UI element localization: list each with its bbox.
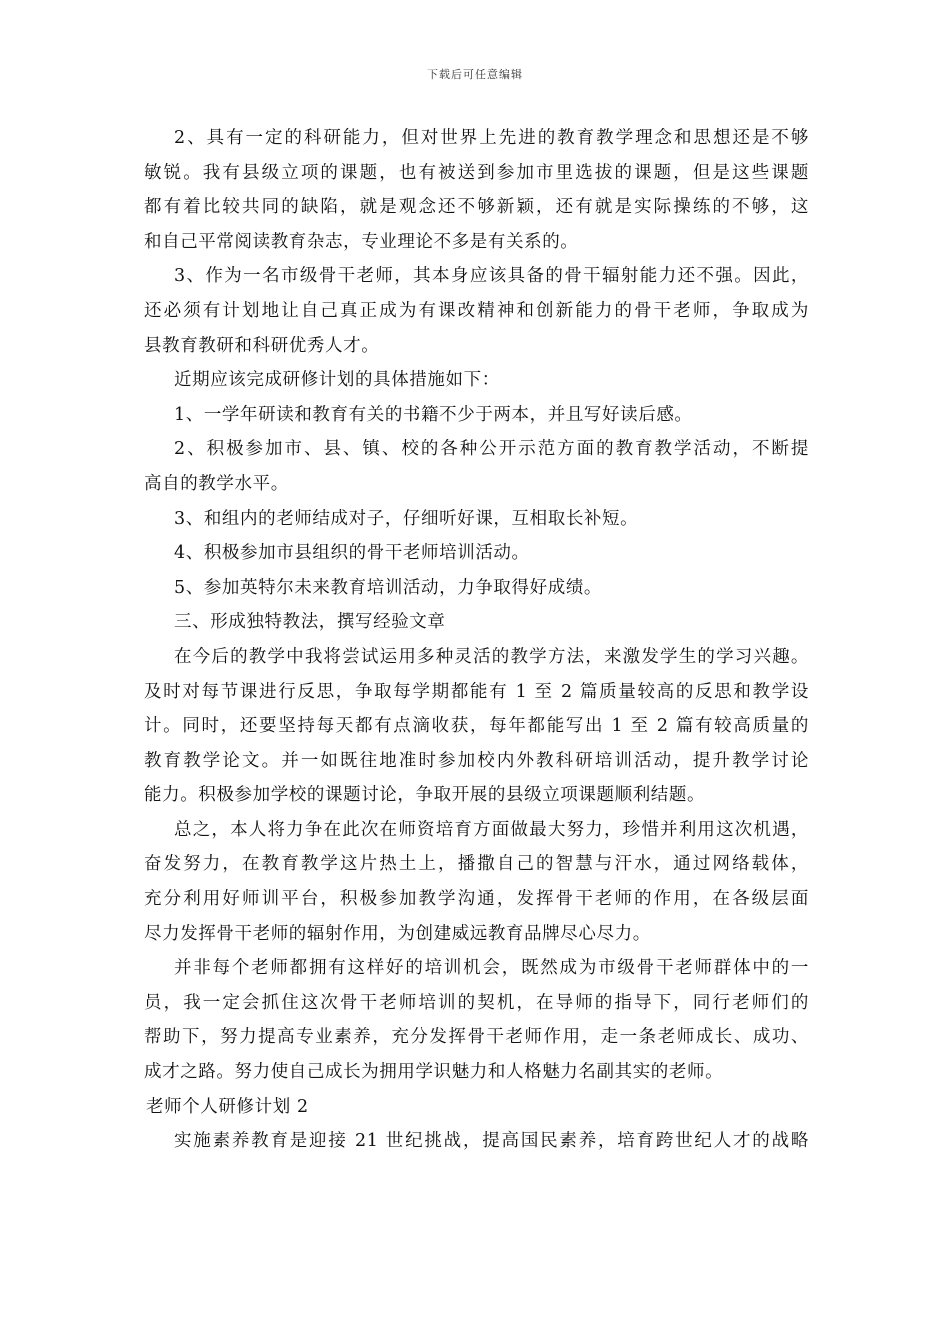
paragraph-line: 计。同时，还要坚持每天都有点滴收获，每年都能写出 1 至 2 篇有较高质量的	[144, 716, 809, 737]
list-item: 2、积极参加市、县、镇、校的各种公开示范方面的教育教学活动，不断提	[174, 439, 809, 460]
paragraph-line: 敏锐。我有县级立项的课题，也有被送到参加市里选拔的课题，但是这些课题	[144, 162, 809, 183]
section-heading: 三、形成独特教法，撰写经验文章	[174, 612, 446, 633]
paragraph-line: 奋发努力，在教育教学这片热土上，播撒自己的智慧与汗水，通过网络载体，	[144, 854, 809, 875]
paragraph-line: 2、具有一定的科研能力，但对世界上先进的教育教学理念和思想还是不够	[174, 128, 809, 148]
list-item: 1、一学年研读和教育有关的书籍不少于两本，并且写好读后感。	[174, 404, 693, 425]
paragraph-line: 充分利用好师训平台，积极参加教学沟通，发挥骨干老师的作用，在各级层面	[144, 889, 809, 910]
paragraph-line: 近期应该完成研修计划的具体措施如下：	[174, 370, 500, 391]
list-item: 5、参加英特尔未来教育培训活动，力争取得好成绩。	[174, 577, 603, 598]
paragraph-line: 还必须有计划地让自己真正成为有课改精神和创新能力的骨干老师，争取成为	[144, 300, 809, 321]
paragraph-line: 和自己平常阅读教育杂志，专业理论不多是有关系的。	[144, 231, 579, 252]
paragraph-line: 总之，本人将力争在此次在师资培育方面做最大努力，珍惜并利用这次机遇，	[174, 819, 809, 840]
list-item: 3、和组内的老师结成对子，仔细听好课，互相取长补短。	[174, 508, 639, 529]
list-item-continuation: 高自的教学水平。	[144, 473, 289, 494]
page-header-note: 下载后可任意编辑	[427, 68, 523, 81]
paragraph-line: 成才之路。努力使自己成长为拥用学识魅力和人格魅力名副其实的老师。	[144, 1062, 724, 1083]
paragraph-line: 并非每个老师都拥有这样好的培训机会，既然成为市级骨干老师群体中的一	[174, 958, 809, 979]
document-subtitle: 老师个人研修计划 2	[146, 1096, 309, 1117]
paragraph-line: 帮助下，努力提高专业素养，充分发挥骨干老师作用，走一条老师成长、成功、	[144, 1027, 809, 1048]
paragraph-line: 3、作为一名市级骨干老师，其本身应该具备的骨干辐射能力还不强。因此，	[174, 266, 809, 287]
paragraph-line: 能力。积极参加学校的课题讨论，争取开展的县级立项课题顺利结题。	[144, 785, 706, 806]
paragraph-line: 尽力发挥骨干老师的辐射作用，为创建威远教育品牌尽心尽力。	[144, 923, 651, 944]
paragraph-line: 教育教学论文。并一如既往地准时参加校内外教科研培训活动，提升教学讨论	[144, 750, 809, 771]
document-body	[144, 121, 809, 1159]
paragraph-line: 县教育教研和科研优秀人才。	[144, 335, 380, 356]
paragraph-line: 及时对每节课进行反思，争取每学期都能有 1 至 2 篇质量较高的反思和教学设	[144, 681, 809, 702]
paragraph-line: 在今后的教学中我将尝试运用多种灵活的教学方法，来激发学生的学习兴趣。	[174, 646, 809, 667]
paragraph-line: 实施素养教育是迎接 21 世纪挑战，提高国民素养，培育跨世纪人才的战略	[174, 1131, 809, 1152]
paragraph-line: 员，我一定会抓住这次骨干老师培训的契机，在导师的指导下，同行老师们的	[144, 992, 809, 1013]
paragraph-line: 都有着比较共同的缺陷，就是观念还不够新颖，还有就是实际操练的不够，这	[144, 197, 809, 218]
list-item: 4、积极参加市县组织的骨干老师培训活动。	[174, 543, 530, 564]
